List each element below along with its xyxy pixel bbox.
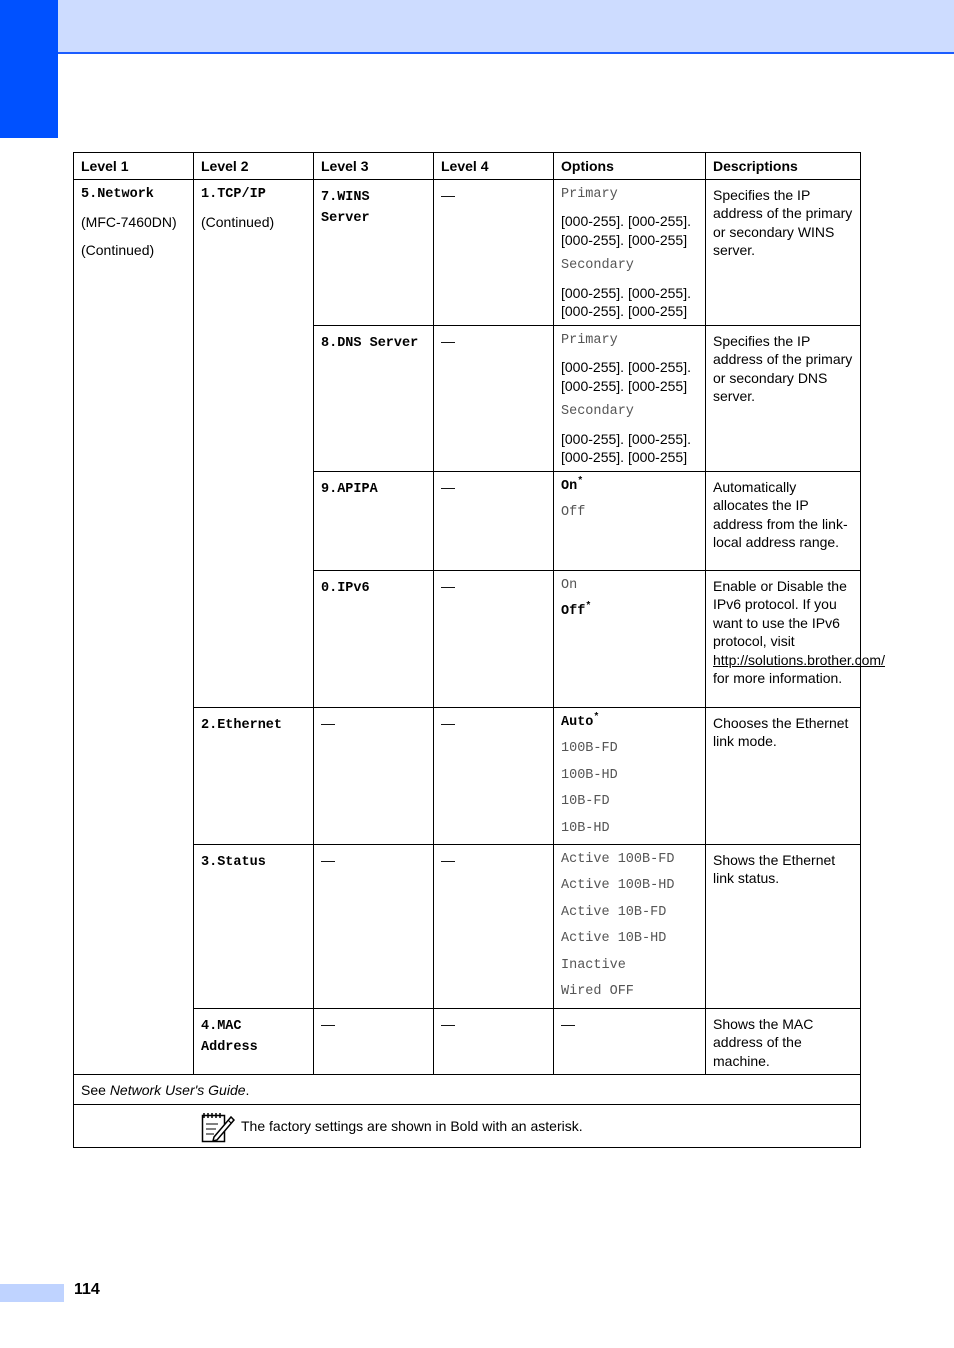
see-note-suffix: .	[245, 1082, 250, 1098]
option-auto-default	[561, 714, 698, 733]
level2-status-cell	[194, 844, 314, 1008]
page-header-band	[58, 0, 954, 54]
page-footer-band	[0, 1284, 64, 1302]
option-auto-label: Auto	[561, 714, 594, 730]
default-asterisk: *	[577, 476, 584, 487]
default-asterisk: *	[593, 712, 600, 723]
description-ipv6-suffix: for more information.	[713, 670, 843, 686]
factory-note-cell	[74, 1104, 861, 1147]
option-secondary: Secondary	[561, 258, 634, 273]
option-primary: Primary	[561, 332, 618, 348]
options-apipa-cell	[554, 471, 706, 570]
dash: —	[321, 851, 335, 868]
default-asterisk: *	[585, 601, 592, 613]
level1-cell	[74, 179, 194, 1075]
level4-cell	[434, 844, 554, 1008]
option-10b-fd: 10B-FD	[561, 794, 610, 809]
see-note-prefix: See	[81, 1082, 106, 1098]
dash: —	[561, 1015, 575, 1032]
level4-cell	[434, 707, 554, 844]
level3-dns-label: 8.DNS Server	[321, 335, 419, 351]
see-note-title: Network User's Guide	[109, 1082, 246, 1098]
table-row	[74, 179, 861, 325]
option-secondary: Secondary	[561, 404, 634, 419]
description-wins: Specifies the IP address of the primary or secondary WINS server.	[706, 179, 861, 325]
options-ethernet-cell	[554, 707, 706, 844]
option-active-100b-hd: Active 100B-HD	[561, 878, 675, 893]
dash: —	[441, 1015, 455, 1032]
option-secondary-value: [000-255]. [000-255]. [000-255]. [000-255]	[561, 430, 691, 465]
level4-cell	[434, 570, 554, 707]
options-mac-cell	[554, 1008, 706, 1075]
level2-status-label: 3.Status	[201, 854, 266, 870]
level2-ethernet-label: 2.Ethernet	[201, 717, 283, 733]
option-active-10b-fd: Active 10B-FD	[561, 904, 667, 920]
level3-apipa-label: 9.APIPA	[321, 481, 378, 497]
option-on-label: On	[561, 478, 578, 494]
page-number: 114	[74, 1281, 100, 1298]
dash: —	[321, 714, 335, 731]
chapter-tab	[0, 0, 58, 138]
dash: —	[441, 332, 455, 349]
header-level3: Level 3	[314, 153, 434, 180]
level1-label: 5.Network	[81, 186, 154, 202]
option-primary: Primary	[561, 186, 618, 202]
solutions-link[interactable]: http://solutions.brother.com/	[713, 651, 885, 668]
header-options: Options	[554, 153, 706, 180]
option-wired-off: Wired OFF	[561, 984, 634, 999]
level3-wins-cell	[314, 179, 434, 325]
level2-tcpip-continued: (Continued)	[201, 214, 275, 230]
dash: —	[441, 851, 455, 868]
level4-cell	[434, 325, 554, 471]
level4-cell	[434, 1008, 554, 1075]
dash: —	[441, 577, 455, 594]
see-note	[74, 1075, 861, 1105]
level1-continued: (Continued)	[81, 241, 155, 258]
description-mac: Shows the MAC address of the machine.	[706, 1008, 861, 1075]
option-on: On	[561, 577, 578, 593]
dash: —	[441, 478, 455, 495]
option-100b-hd: 100B-HD	[561, 767, 618, 783]
option-100b-fd: 100B-FD	[561, 741, 618, 756]
description-status: Shows the Ethernet link status.	[706, 844, 861, 1008]
level2-tcpip-label: 1.TCP/IP	[201, 186, 266, 202]
options-dns-cell	[554, 325, 706, 471]
level3-ipv6-label: 0.IPv6	[321, 580, 370, 596]
level1-model: (MFC-7460DN)	[81, 214, 177, 230]
options-wins-cell	[554, 179, 706, 325]
option-off-label: Off	[561, 604, 586, 619]
option-off: Off	[561, 505, 586, 520]
option-primary-value: [000-255]. [000-255]. [000-255]. [000-255]	[561, 359, 691, 394]
level3-cell	[314, 707, 434, 844]
description-ipv6-text: Enable or Disable the IPv6 protocol. If you want to use the IPv6 protocol, visit	[713, 577, 847, 649]
table-header-row	[74, 153, 861, 180]
factory-note-text: The factory settings are shown in Bold with an asterisk.	[241, 1118, 583, 1135]
option-off-default	[561, 603, 698, 622]
option-active-100b-fd: Active 100B-FD	[561, 851, 675, 867]
options-status-cell	[554, 844, 706, 1008]
header-level1: Level 1	[74, 153, 194, 180]
option-secondary-value: [000-255]. [000-255]. [000-255]. [000-255]	[561, 284, 691, 319]
level2-tcpip-cell	[194, 179, 314, 707]
option-active-10b-hd: Active 10B-HD	[561, 931, 667, 946]
description-dns: Specifies the IP address of the primary or secondary DNS server.	[706, 325, 861, 471]
level4-cell	[434, 471, 554, 570]
level3-ipv6-cell	[314, 570, 434, 707]
option-10b-hd: 10B-HD	[561, 820, 610, 836]
level3-wins-label: 7.WINS Server	[321, 189, 370, 226]
dash: —	[441, 186, 455, 203]
options-ipv6-cell	[554, 570, 706, 707]
level3-cell	[314, 844, 434, 1008]
factory-note-row	[74, 1104, 861, 1147]
header-level4: Level 4	[434, 153, 554, 180]
see-note-row	[74, 1075, 861, 1105]
dash: —	[441, 714, 455, 731]
level2-mac-label: 4.MAC Address	[201, 1018, 258, 1055]
option-primary-value: [000-255]. [000-255]. [000-255]. [000-255]	[561, 213, 691, 248]
header-descriptions: Descriptions	[706, 153, 861, 180]
description-apipa: Automatically allocates the IP address from the link-local address range.	[706, 471, 861, 570]
option-inactive: Inactive	[561, 957, 626, 973]
level3-apipa-cell	[314, 471, 434, 570]
note-pencil-icon	[201, 1111, 235, 1143]
description-ethernet: Chooses the Ethernet link mode.	[706, 707, 861, 844]
option-on-default	[561, 478, 698, 497]
settings-table	[73, 152, 885, 1148]
dash: —	[321, 1015, 335, 1032]
level2-mac-cell	[194, 1008, 314, 1075]
level3-cell	[314, 1008, 434, 1075]
level3-dns-cell	[314, 325, 434, 471]
header-level2: Level 2	[194, 153, 314, 180]
level2-ethernet-cell	[194, 707, 314, 844]
description-ipv6	[706, 570, 885, 707]
level4-cell	[434, 179, 554, 325]
